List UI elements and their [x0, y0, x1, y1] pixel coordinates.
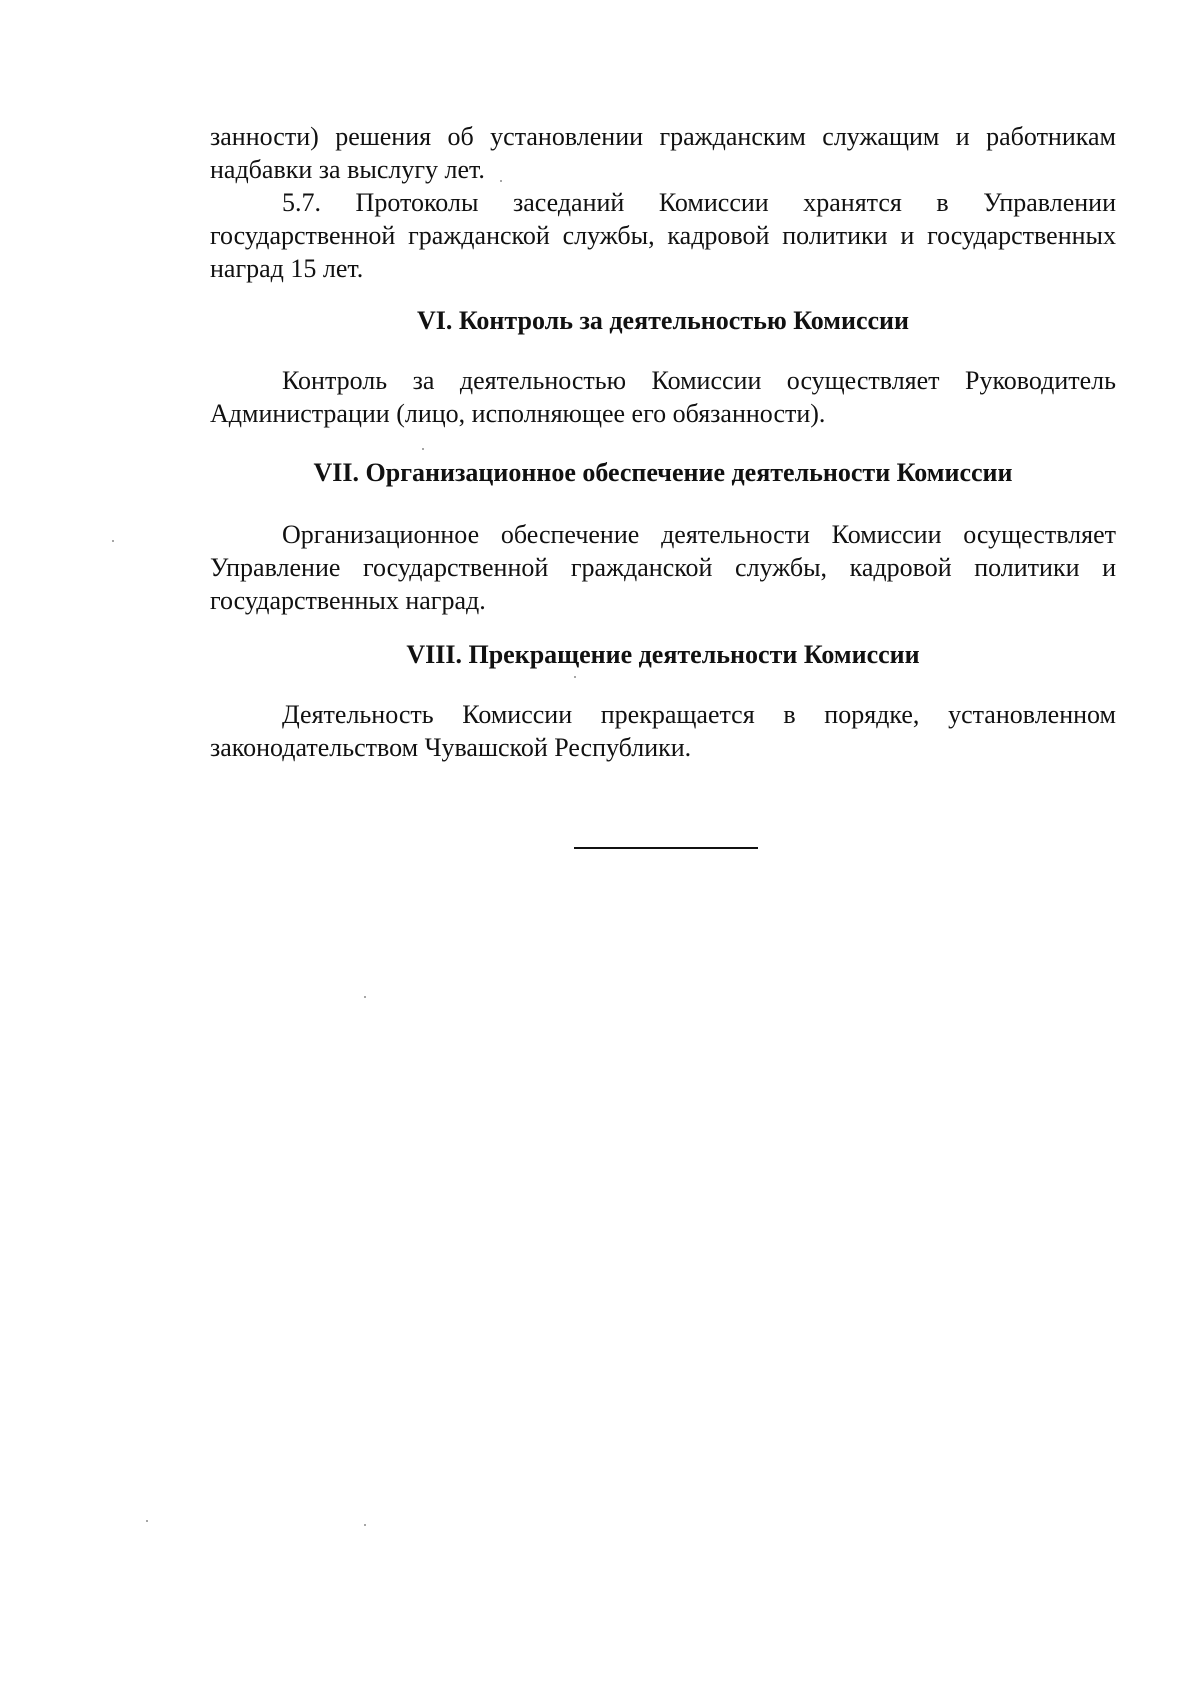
section-vi-paragraph: Контроль за деятельностью Комиссии осуществляет Руководитель Администрации (лицо, исполняющее его обязанности). — [210, 366, 1116, 428]
scan-speck — [500, 180, 502, 182]
section-vii-heading: VII. Организационное обеспечение деятельности Комиссии — [313, 458, 1013, 487]
section-vi-heading: VI. Контроль за деятельностью Комиссии — [416, 306, 910, 335]
section-vii-body — [210, 518, 1116, 617]
clause-5-7-paragraph: 5.7. Протоколы заседаний Комиссии хранятся в Управлении государственной гражданской службы, кадровой политики и государственных наград 15 лет. — [210, 188, 1116, 283]
opening-text — [210, 120, 1116, 285]
section-vi-body — [210, 364, 1116, 430]
section-vii-paragraph: Организационное обеспечение деятельности Комиссии осуществляет Управление государственной гражданской службы, кадровой политики и государственных наград. — [210, 520, 1116, 615]
scan-speck — [574, 676, 576, 678]
scan-speck — [146, 1520, 148, 1522]
continuation-paragraph: занности) решения об установлении гражданским служащим и работникам надбавки за выслугу лет. — [210, 122, 1116, 184]
scan-speck — [422, 448, 424, 450]
section-viii-paragraph: Деятельность Комиссии прекращается в порядке, установленном законодательством Чувашской Республики. — [210, 700, 1116, 762]
end-of-document-rule — [574, 847, 758, 849]
scan-speck — [112, 540, 114, 542]
section-viii-heading: VIII. Прекращение деятельности Комиссии — [406, 640, 920, 669]
scan-speck — [364, 1524, 366, 1526]
scan-speck — [364, 996, 366, 998]
section-viii-body — [210, 698, 1116, 764]
